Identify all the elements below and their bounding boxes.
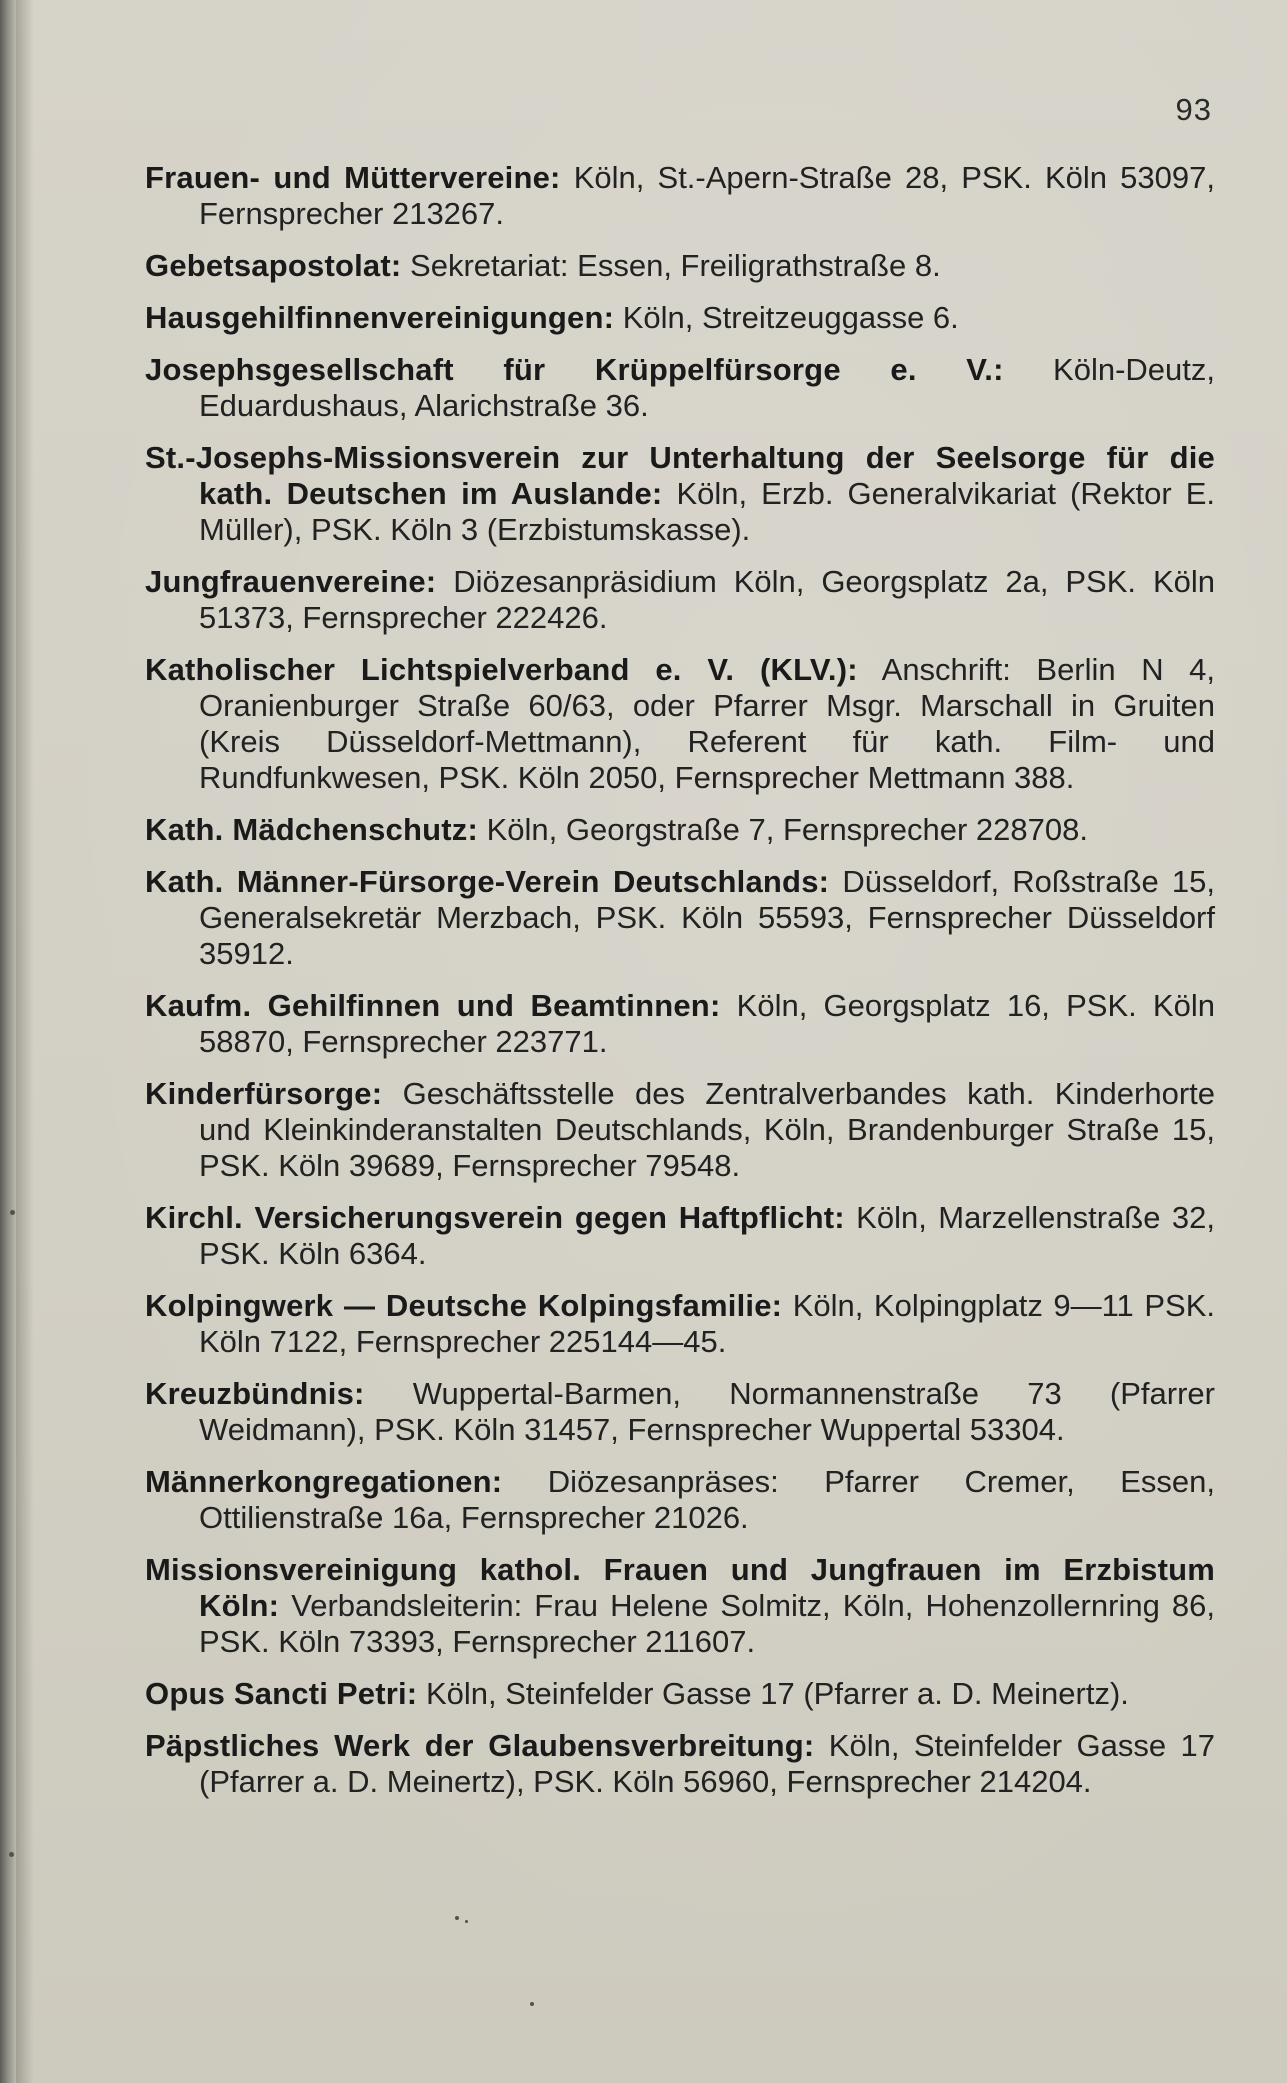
entry-heading: Missionsvereinigung kathol. Frauen und Jungfrauen im Erzbistum Köln: bbox=[145, 1552, 1215, 1623]
directory-entry bbox=[145, 352, 1215, 424]
entry-heading: Kolpingwerk — Deutsche Kolpingsfamilie: bbox=[145, 1288, 783, 1323]
entry-text: Anschrift: Berlin N 4, Oranienburger Straße 60/63, oder Pfarrer Msgr. Marschall in Gruiten (Kreis Düsseldorf-Mettmann), Referent für kath. Film- und Rundfunkwesen, PSK. Köln 2050, Fernsprecher Mettmann 388. bbox=[199, 652, 1215, 795]
entry-text: Köln, Marzellenstraße 32, PSK. Köln 6364. bbox=[199, 1200, 1215, 1271]
entry-text: Geschäftsstelle des Zentralverbandes kath. Kinderhorte und Kleinkinderanstalten Deutschlands, Köln, Brandenburger Straße 15, PSK. Köln 39689, Fernsprecher 79548. bbox=[199, 1076, 1215, 1183]
entry-text: Köln, Georgstraße 7, Fernsprecher 228708. bbox=[477, 812, 1088, 847]
directory-entry bbox=[145, 300, 1215, 336]
directory-entry bbox=[145, 248, 1215, 284]
directory-entry bbox=[145, 864, 1215, 972]
entry-heading: Hausgehilfinnenvereinigungen: bbox=[145, 300, 615, 335]
directory-entry bbox=[145, 812, 1215, 848]
entry-heading: Jungfrauenvereine: bbox=[145, 564, 437, 599]
entry-text: Köln-Deutz, Eduardushaus, Alarichstraße 36. bbox=[199, 352, 1215, 423]
entry-heading: Kath. Männer-Fürsorge-Verein Deutschlands: bbox=[145, 864, 830, 899]
directory-entry bbox=[145, 440, 1215, 548]
entry-heading: Kaufm. Gehilfinnen und Beamtinnen: bbox=[145, 988, 721, 1023]
entry-heading: Kirchl. Versicherungsverein gegen Haftpflicht: bbox=[145, 1200, 845, 1235]
directory-entry bbox=[145, 160, 1215, 232]
paper-speck bbox=[465, 1920, 468, 1923]
directory-entry bbox=[145, 564, 1215, 636]
entry-heading: Frauen- und Müttervereine: bbox=[145, 160, 561, 195]
paper-speck bbox=[10, 1210, 15, 1215]
entry-text: Köln, Streitzeuggasse 6. bbox=[614, 300, 959, 335]
page-binding-edge bbox=[0, 0, 16, 2083]
directory-entry bbox=[145, 1552, 1215, 1660]
directory-entry bbox=[145, 1728, 1215, 1800]
entry-heading: Josephsgesellschaft für Krüppelfürsorge e. V.: bbox=[145, 352, 1004, 387]
entry-text: Köln, Erzb. Generalvikariat (Rektor E. Müller), PSK. Köln 3 (Erzbistumskasse). bbox=[199, 476, 1215, 547]
entry-text: Köln, Kolpingplatz 9—11 PSK. Köln 7122, Fernsprecher 225144—45. bbox=[199, 1288, 1215, 1359]
entry-text: Sekretariat: Essen, Freiligrathstraße 8. bbox=[401, 248, 941, 283]
entry-text: Wuppertal-Barmen, Normannenstraße 73 (Pfarrer Weidmann), PSK. Köln 31457, Fernsprecher Wuppertal 53304. bbox=[199, 1376, 1215, 1447]
entry-text: Köln, Steinfelder Gasse 17 (Pfarrer a. D. Meinertz), PSK. Köln 56960, Fernsprecher 214204. bbox=[199, 1728, 1216, 1799]
entry-text: Diözesanpräsidium Köln, Georgsplatz 2a, PSK. Köln 51373, Fernsprecher 222426. bbox=[199, 564, 1215, 635]
entry-heading: Päpstliches Werk der Glaubensverbreitung: bbox=[145, 1728, 815, 1763]
directory-entry bbox=[145, 652, 1215, 796]
entry-text: Düsseldorf, Roßstraße 15, Generalsekretär Merzbach, PSK. Köln 55593, Fernsprecher Düsseldorf 35912. bbox=[199, 864, 1215, 971]
directory-entry bbox=[145, 1376, 1215, 1448]
entry-heading: Männerkongregationen: bbox=[145, 1464, 503, 1499]
entry-heading: Kinderfürsorge: bbox=[145, 1076, 383, 1111]
directory-entry bbox=[145, 1076, 1215, 1184]
directory-entry bbox=[145, 1288, 1215, 1360]
directory-entry bbox=[145, 1464, 1215, 1536]
entry-heading: St.-Josephs-Missionsverein zur Unterhaltung der Seelsorge für die kath. Deutschen im Auslande: bbox=[145, 440, 1215, 511]
entry-text: Köln, Georgsplatz 16, PSK. Köln 58870, Fernsprecher 223771. bbox=[199, 988, 1215, 1059]
entry-text: Köln, Steinfelder Gasse 17 (Pfarrer a. D. Meinertz). bbox=[417, 1676, 1129, 1711]
entry-text: Diözesanpräses: Pfarrer Cremer, Essen, Ottilienstraße 16a, Fernsprecher 21026. bbox=[199, 1464, 1215, 1535]
directory-entry bbox=[145, 1200, 1215, 1272]
directory-entry bbox=[145, 988, 1215, 1060]
binding-shadow bbox=[16, 0, 34, 2083]
paper-speck bbox=[455, 1916, 459, 1920]
entry-text: Verbandsleiterin: Frau Helene Solmitz, Köln, Hohenzollernring 86, PSK. Köln 73393, Fernsprecher 211607. bbox=[199, 1588, 1215, 1659]
entry-heading: Katholischer Lichtspielverband e. V. (KLV.): bbox=[145, 652, 858, 687]
paper-speck bbox=[530, 2002, 534, 2006]
entry-heading: Kreuzbündnis: bbox=[145, 1376, 365, 1411]
entry-heading: Gebetsapostolat: bbox=[145, 248, 402, 283]
entry-heading: Kath. Mädchenschutz: bbox=[145, 812, 478, 847]
directory-entry bbox=[145, 1676, 1215, 1712]
entry-text: Köln, St.-Apern-Straße 28, PSK. Köln 53097, Fernsprecher 213267. bbox=[199, 160, 1215, 231]
paper-speck bbox=[9, 1852, 14, 1857]
page-number: 93 bbox=[1175, 92, 1212, 127]
directory-entries bbox=[145, 160, 1215, 1816]
entry-heading: Opus Sancti Petri: bbox=[145, 1676, 418, 1711]
